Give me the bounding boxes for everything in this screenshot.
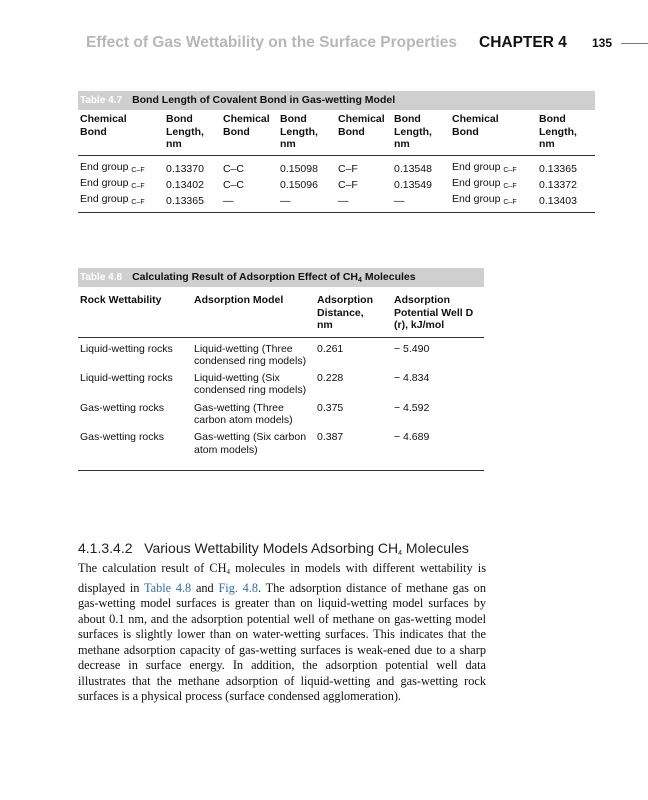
chapter-label: CHAPTER 4 — [479, 34, 567, 51]
bond-length-table — [78, 113, 595, 213]
table-cell: 0.15098 — [280, 162, 318, 175]
table-label: Table 4.8 — [80, 272, 123, 283]
column-header: Chemical Bond — [221, 113, 278, 155]
column-header: Chemical Bond — [78, 113, 164, 155]
body-paragraph: The calculation result of $CH_4$ molecules in models with different wettability is displayed in Table 4.8 and Fig. 4.8. The adsorption distance of methane gas on gas-wetting model surfaces is greater than on liquid-wetting model surfaces by about 0.1 nm, and the adsorption potential well of methane on gas-wetting model surfaces is slightly lower than on water-wetting surfaces. This indicates that the methane adsorption capacity of gas-wetting surfaces is weak-ened due to a sharp decrease in surface energy. In addition, the adsorption potential well data illustrates that the methane adsorption of liquid-wetting and gas-wetting rock surfaces is a physical process (surface condensed agglomeration). — [78, 561, 486, 703]
column-header: Bond Length, nm — [537, 113, 595, 155]
table-cell: C–C — [223, 178, 245, 191]
table-title: Calculating Result of Adsorption Effect of $CH_4$ Molecules — [132, 271, 416, 284]
table-cell: Gas-wetting rocks — [80, 401, 165, 414]
table-cell: 0.13365 — [539, 162, 577, 175]
column-header: Chemical Bond — [336, 113, 392, 155]
table-cell: C–C — [223, 162, 245, 175]
column-header: Adsorption Distance, nm — [315, 294, 392, 337]
table-cell: — — [336, 193, 392, 213]
header-rule — [621, 43, 648, 44]
adsorption-table — [78, 294, 484, 471]
table-cell: Liquid-wetting rocks — [80, 372, 173, 385]
table-cell: 0.13402 — [166, 178, 204, 191]
table-cell: End group $_{C-F}$ — [80, 160, 145, 174]
table-cell: 0.375 — [317, 401, 344, 414]
table-cell: 0.15096 — [280, 178, 318, 191]
table-cell: Gas-wetting (Three carbon atom models) — [194, 401, 293, 426]
table-row — [78, 431, 484, 470]
running-title: Effect of Gas Wettability on the Surface Properties — [86, 34, 457, 51]
table-row — [78, 372, 484, 402]
table-cell: − 4.592 — [394, 401, 430, 414]
table-cell: 0.13403 — [537, 193, 595, 213]
table-cell: End group $_{C-F}$ — [452, 160, 517, 174]
column-header: Chemical Bond — [450, 113, 537, 155]
column-header: Adsorption Model — [192, 294, 315, 337]
table-row — [78, 177, 595, 193]
table-cell: 0.13365 — [164, 193, 221, 213]
table-cell: Liquid-wetting (Three condensed ring models) — [194, 342, 307, 367]
table-label: Table 4.7 — [80, 95, 123, 106]
table-cell: — — [221, 193, 278, 213]
table-cell: C–F — [338, 162, 358, 175]
table-cell: End group $_{C-F}$ — [450, 193, 537, 213]
table-header-row — [78, 113, 595, 155]
table-cell: 0.13370 — [166, 162, 204, 175]
table-row — [78, 193, 595, 213]
table-header-row — [78, 294, 484, 337]
figure-reference-link[interactable]: Fig. 4.8 — [218, 580, 259, 595]
column-header: Bond Length, nm — [392, 113, 450, 155]
column-header: Bond Length, nm — [164, 113, 221, 155]
table-cell: Gas-wetting (Six carbon atom models) — [192, 431, 315, 470]
table-cell: 0.13372 — [539, 178, 577, 191]
column-header: Rock Wettability — [78, 294, 192, 337]
table-cell: − 4.689 — [392, 431, 484, 470]
section-number: 4.1.3.4.2 — [78, 540, 133, 556]
table-cell: Liquid-wetting rocks — [80, 342, 173, 355]
table-cell: 0.13548 — [394, 162, 432, 175]
table-caption — [78, 91, 595, 110]
table-row — [78, 337, 484, 372]
table-cell: Liquid-wetting (Six condensed ring models) — [194, 372, 307, 397]
section-heading: 4.1.3.4.2 Various Wettability Models Adsorbing $CH_4$ Molecules — [78, 540, 469, 557]
column-header: Adsorption Potential Well D (r), kJ/mol — [392, 294, 484, 337]
table-cell: 0.13549 — [394, 178, 432, 191]
table-cell: − 4.834 — [394, 372, 430, 385]
table-cell: End group $_{C-F}$ — [78, 193, 164, 213]
table-title: Bond Length of Covalent Bond in Gas-wetting Model — [132, 94, 396, 106]
table-reference-link[interactable]: Table 4.8 — [143, 580, 192, 595]
table-row — [78, 155, 595, 177]
table-cell: End group $_{C-F}$ — [452, 176, 517, 190]
table-cell: C–F — [338, 178, 358, 191]
table-cell: — — [278, 193, 336, 213]
table-caption — [78, 268, 484, 287]
table-cell: − 5.490 — [394, 342, 430, 355]
table-cell: 0.261 — [317, 342, 344, 355]
table-row — [78, 402, 484, 432]
table-cell: End group $_{C-F}$ — [80, 176, 145, 190]
column-header: Bond Length, nm — [278, 113, 336, 155]
table-cell: Gas-wetting rocks — [78, 431, 192, 470]
table-cell: — — [392, 193, 450, 213]
page-number: 135 — [592, 36, 613, 50]
table-cell: 0.228 — [317, 372, 344, 385]
table-cell: 0.387 — [315, 431, 392, 470]
page-header — [0, 34, 648, 54]
